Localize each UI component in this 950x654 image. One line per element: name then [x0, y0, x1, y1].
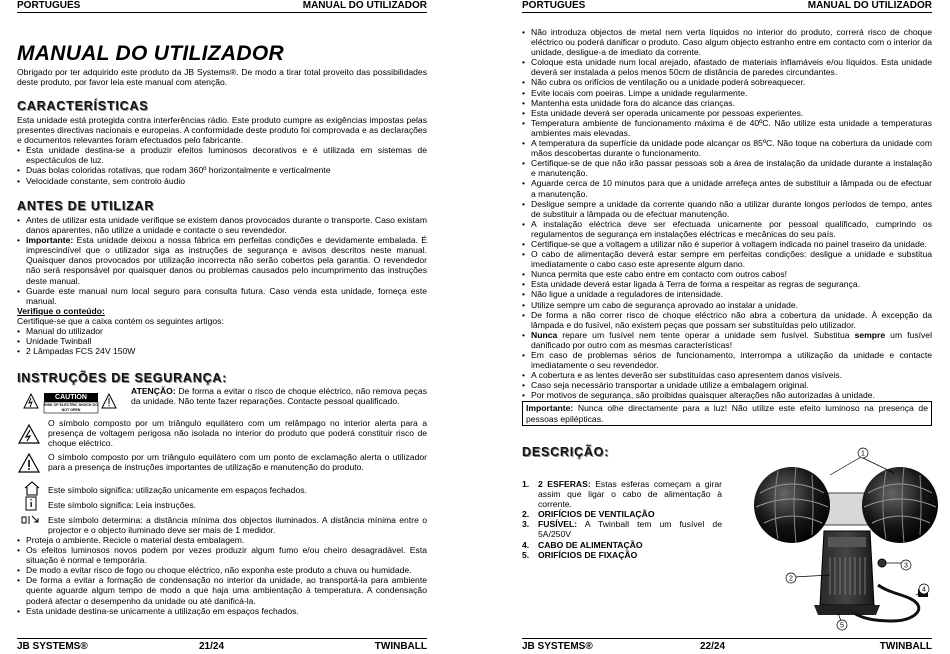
lightning-symbol-block: [17, 418, 427, 448]
callout-2-label: 2: [789, 575, 793, 583]
list-item: • Em caso de problemas sérios de funcionamento, interrompa a utilização da unidade e contacte imediatamente o seu revendedor.: [522, 350, 932, 370]
footer-page-number: 21/24: [199, 641, 225, 652]
footer-model: TWINBALL: [374, 641, 427, 652]
caracteristicas-list: [17, 145, 427, 185]
list-item: • Esta unidade destina-se a produzir efeitos luminosos decorativos e é utilizada em sistemas de espectáculos de luz.: [17, 145, 427, 165]
list-item: • Velocidade constante, sem controlo áudio: [17, 176, 427, 186]
list-item: • Temperatura ambiente de funcionamento máxima é de 40ºC. Não utilize esta unidade a temperaturas ambientes mais elevadas.: [522, 118, 932, 138]
footer-page-number: 22/24: [700, 641, 726, 652]
caracteristicas-section: [17, 115, 427, 186]
callout-1-label: 1: [861, 450, 865, 458]
header-doc-title: MANUAL DO UTILIZADOR: [807, 0, 932, 11]
list-item: • Mantenha esta unidade fora do alcance das crianças.: [522, 98, 932, 108]
part-item-2: 2. ORIFÍCIOS DE VENTILAÇÃO: [522, 509, 655, 520]
lightning-text: O símbolo composto por um triângulo equilátero com um relâmpago no interior alerta para a presença de voltagem perigosa não isolada no interior do produto que poderá constituir risco de choque eléctrico.: [48, 418, 427, 449]
list-item: • Manual do utilizador: [17, 326, 427, 336]
callout-3-label: 3: [904, 562, 908, 570]
list-item: • Antes de utilizar esta unidade verifique se existem danos provocados durante o transporte. Caso existam danos aparentes, não utilize a unidade e contacte o seu revendedor.: [17, 215, 427, 235]
header-language: PORTUGUÊS: [522, 0, 586, 11]
list-item: • Unidade Twinball: [17, 336, 427, 346]
list-item: • Utilize sempre um cabo de segurança aprovado ao instalar a unidade.: [522, 300, 932, 310]
list-item: • Aguarde cerca de 10 minutos para que a unidade arrefeça antes de substituir a lâmpada ou de efectuar a manutenção.: [522, 178, 932, 198]
indoor-house-icon: [23, 480, 41, 496]
list-item: • Certifique-se que a voltagem a utilizar não é superior à voltagem indicada no painel traseiro da unidade.: [522, 239, 932, 249]
exclaim-symbol-block: [17, 452, 427, 476]
list-item: • O cabo de alimentação deverá estar sempre em perfeitas condições: desligue a unidade e substitua imediatamente o cabo caso este apresente algum dano.: [522, 249, 932, 269]
page-header: [522, 0, 932, 13]
exclamation-triangle-icon: [18, 453, 40, 473]
antes-heading: ANTES DE UTILIZAR: [17, 199, 155, 213]
list-item: • Proteja o ambiente. Recicle o material desta embalagem.: [17, 535, 427, 545]
list-item: • Não ligue a unidade a reguladores de intensidade.: [522, 289, 932, 299]
list-item: • Não cubra os orifícios de ventilação ou a unidade poderá sobreaquecer.: [522, 77, 932, 87]
list-item: • 2 Lâmpadas FCS 24V 150W: [17, 346, 427, 356]
left-ball: [754, 467, 830, 543]
left-page: [17, 0, 427, 654]
list-item: • Desligue sempre a unidade da corrente quando não a utilizar durante longos períodos de tempo, antes de substituir a lâmpada ou de efectuar manutenção.: [522, 199, 932, 219]
verify-label: Verifique o conteúdo:: [17, 305, 105, 316]
important-warning-box: Importante: Nunca olhe directamente para a luz! Não utilize este efeito luminoso na presença de pessoas epilépticas.: [522, 401, 932, 425]
callout-5-label: 5: [840, 622, 844, 630]
footer-brand: JB SYSTEMS®: [522, 641, 593, 652]
list-item: • De forma a evitar a formação de condensação no interior da unidade, ao transportá-la para ambiente quente aguarde algum tempo de modo a que haja uma ambientação à temperatura. A condensação poderá afectar o desempenho da unidade ou até danificá-la.: [17, 575, 427, 605]
list-item: • Coloque esta unidade num local arejado, afastado de materiais inflamáveis e/ou líquidos. Esta unidade deverá ser instalada a pelos menos 50cm de distância de paredes circundantes.: [522, 57, 932, 77]
callout-4-label: 4: [922, 586, 926, 594]
lightning-triangle-icon: [18, 424, 40, 444]
list-item: • Esta unidade deverá ser operada unicamente por pessoas experientes.: [522, 108, 932, 118]
right-ball: [862, 467, 938, 543]
list-item: • Por motivos de segurança, são proibidas quaisquer alterações não autorizadas à unidade.: [522, 390, 932, 400]
list-item: • Nunca permita que este cabo entre em contacto com outros cabos!: [522, 269, 932, 279]
footer-brand: JB SYSTEMS®: [17, 641, 88, 652]
list-item: • Esta unidade deverá estar ligada à Terra de forma a respeitar as regras de segurança.: [522, 279, 932, 289]
book-symbol-block: [17, 496, 427, 512]
distance-symbol-block: [17, 514, 427, 536]
distance-lamp-icon: [20, 514, 40, 526]
list-item: • Importante: Esta unidade deixou a nossa fábrica em perfeitas condições e devidamente embalada. É imprescindível que o utilizador siga as instruções de segurança e avisos descritos neste manual. Quaisquer danos provocados por utilização incorrecta não serão cobertos pela garantia. O revendedor não será responsável por quaisquer danos ou problemas causados pelo incumprimento das instruções deste manual.: [17, 235, 427, 285]
list-item: • A cobertura e as lentes deverão ser substituídas caso apresentem danos visíveis.: [522, 370, 932, 380]
atencao-text: ATENÇÃO: De forma a evitar o risco de choque eléctrico, não remova peças da unidade. Não tente fazer reparações. Contacte pessoal qualificado.: [131, 386, 427, 407]
list-item: • De modo a evitar risco de fogo ou choque eléctrico, não exponha este produto a chuva ou humidade.: [17, 565, 427, 575]
descricao-heading: DESCRIÇÃO:: [522, 445, 610, 459]
antes-section: [17, 215, 427, 356]
list-item: • Duas bolas coloridas rotativas, que rodam 360º horizontalmente e verticalmente: [17, 165, 427, 175]
right-page: [522, 0, 932, 654]
list-item: • Evite locais com poeiras. Limpe a unidade regularmente.: [522, 88, 932, 98]
part-item-1: 1. 2 ESFERAS: Estas esferas começam a girar assim que ligar o cabo de alimentação à corrente.: [522, 479, 722, 510]
footer-model: TWINBALL: [879, 641, 932, 652]
list-item: • A temperatura da superfície da unidade pode alcançar os 85ºC. Não toque na cobertura da unidade com mãos descobertas durante o funcionamento.: [522, 138, 932, 158]
part-item-5: 5. ORIFÍCIOS DE FIXAÇÃO: [522, 549, 638, 560]
caution-label: CAUTION: [55, 394, 87, 401]
book-text: Este símbolo significa: Leia instruções.: [48, 500, 197, 510]
list-item: • Não introduza objectos de metal nem verta líquidos no interior do produto, correrá risco de choque eléctrico ou poderá danificar o produto. Caso algum objecto estranho entre em contacto com o interior da unidade, desligue-a de imediato da corrente.: [522, 27, 932, 57]
seguranca-list-right: [522, 27, 932, 426]
page-header: [17, 0, 427, 13]
intro-paragraph: Obrigado por ter adquirido este produto da JB Systems®. De modo a tirar total proveito das possibilidades deste produto, por favor leia este manual com atenção.: [17, 67, 427, 88]
header-language: PORTUGUÊS: [17, 0, 81, 11]
part-item-4: 4. CABO DE ALIMENTAÇÃO: [522, 539, 643, 550]
list-item: • Certifique-se de que não irão passar pessoas sob a área de instalação da unidade durante a instalação e manutenção.: [522, 158, 932, 178]
read-instructions-book-icon: [25, 496, 39, 511]
caution-block: [17, 386, 427, 418]
contents-list: [17, 326, 427, 356]
header-doc-title: MANUAL DO UTILIZADOR: [302, 0, 427, 11]
list-item: • Os efeitos luminosos novos podem por vezes produzir algum fumo e/ou cheiro desagradável. Esta situação é normal e temporária.: [17, 545, 427, 565]
page-footer: [17, 638, 427, 654]
part-item-3: 3. FUSÍVEL: A Twinball tem um fusível de 5A/250V: [522, 519, 722, 540]
list-item: • Caso seja necessário transportar a unidade utilize a embalagem original.: [522, 380, 932, 390]
caracteristicas-text: Esta unidade está protegida contra interferências rádio. Este produto cumpre as exigências impostas pelas presentes directivas nacionais e europeias. A conformidade deste produto foi comprovada e as declarações e documentos relevantes foram efectuados pelo fabricante.: [17, 115, 427, 146]
verify-text: Certifique-se que a caixa contém os seguintes artigos:: [17, 315, 224, 326]
list-item: • De forma a não correr risco de choque eléctrico não abra a cobertura da unidade. À excepção da lâmpada e do fusível, não existem peças que possam ser substituídas pelo utilizador.: [522, 310, 932, 330]
house-text: Este símbolo significa: utilização unicamente em espaços fechados.: [48, 485, 307, 495]
list-item: • A instalação eléctrica deve ser efectuada unicamente por pessoal qualificado, cumprindo os regulamentos de segurança em instalações eléctricas e mecânicas do seu país.: [522, 219, 932, 239]
list-item: • Nunca repare um fusível nem tente operar a unidade sem fusível. Substitua sempre um fusível danificado por outro com as mesmas características!: [522, 330, 932, 350]
seguranca-list-left: [17, 535, 427, 616]
exclaim-text: O símbolo composto por um triângulo equilátero com um ponto de exclamação alerta o utilizador para a presença de instruções importantes de utilização e manutenção do produto.: [48, 452, 427, 473]
distance-text: Este símbolo determina: a distância mínima dos objectos iluminados. A distância mínima entre o projector e o objecto iluminado deve ser mais de 1 medidor.: [48, 515, 427, 536]
parts-list: [522, 479, 722, 560]
caution-small-text: RISK OF ELECTRIC SHOCK DO NOT OPEN: [44, 403, 98, 412]
page-footer: [522, 638, 932, 654]
list-item: • Guarde este manual num local seguro para consulta futura. Caso venda esta unidade, forneça este manual.: [17, 286, 427, 306]
list-item: • Esta unidade destina-se unicamente a utilização em espaços fechados.: [17, 606, 427, 616]
seguranca-heading: INSTRUÇÕES DE SEGURANÇA:: [17, 371, 228, 385]
caracteristicas-heading: CARACTERÍSTICAS: [17, 99, 149, 113]
twinball-product-illustration: [742, 445, 947, 633]
manual-title: MANUAL DO UTILIZADOR: [17, 42, 284, 65]
